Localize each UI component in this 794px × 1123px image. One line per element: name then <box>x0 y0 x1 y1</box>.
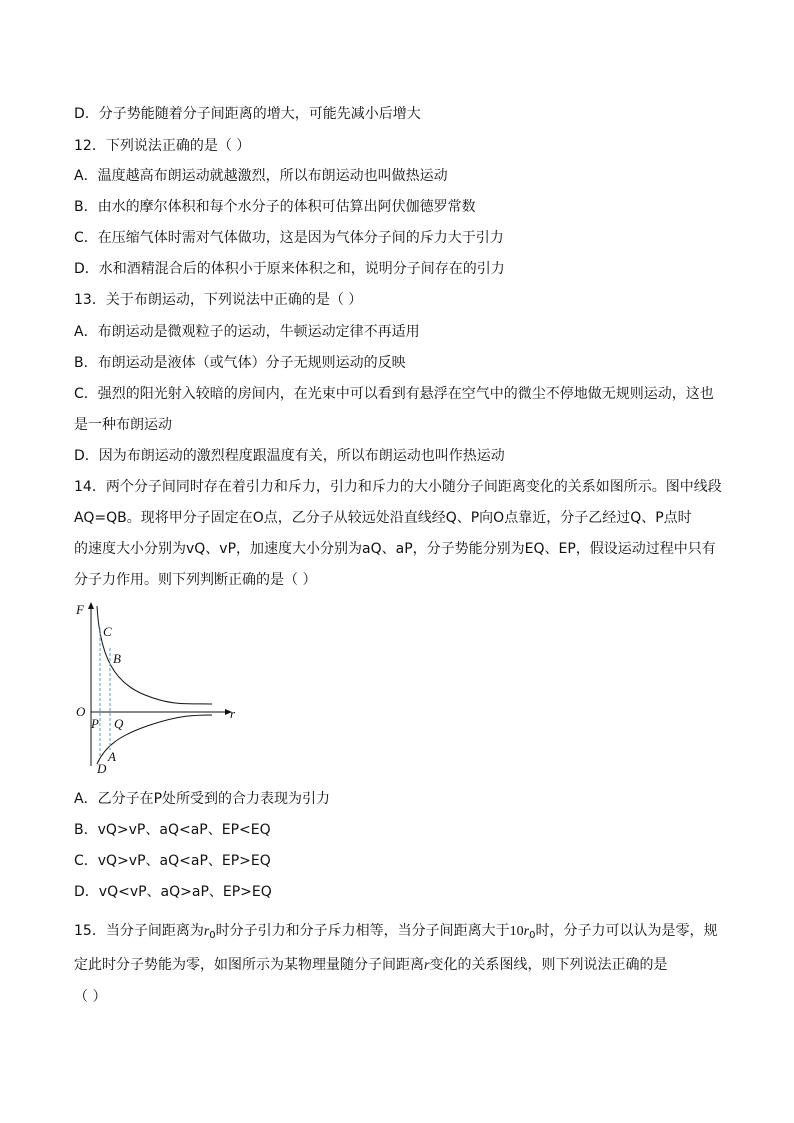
label-q: Q <box>114 716 124 731</box>
label-f: F <box>76 602 84 617</box>
q13-option-c-cont: 是一种布朗运动 <box>74 417 172 433</box>
label-d: D <box>97 761 107 776</box>
q15-part1: 15．当分子间距离为 <box>74 923 204 939</box>
q14-stem-line1: 14．两个分子间同时存在着引力和斥力，引力和斥力的大小随分子间距离变化的关系如图所示。图中线段 <box>74 479 722 495</box>
q15-line2-a: 定此时分子势能为零，如图所示为某物理量随分子间距离 <box>74 957 424 973</box>
q15-r0-a-sub: 0 <box>209 930 216 941</box>
label-r: r <box>230 706 236 721</box>
q14-stem-line3: 的速度大小分别为vQ、vP，加速度大小分别为aQ、aP，分子势能分别为EQ、EP，假设运动过程中只有 <box>74 541 716 557</box>
label-p: P <box>91 716 99 731</box>
label-c: C <box>103 624 112 639</box>
q14-option-a: A．乙分子在P处所受到的合力表现为引力 <box>74 791 331 807</box>
q15-r0-a: r <box>203 924 210 939</box>
q14-option-b: B．vQ>vP、aQ<aP、EP<EQ <box>74 822 271 838</box>
q14-stem-line2: AQ=QB。现将甲分子固定在O点，乙分子从较远处沿直线经Q、P向O点靠近，分子乙经过Q、P点时 <box>74 510 692 526</box>
q14-option-d: D．vQ<vP、aQ>aP、EP>EQ <box>74 884 272 900</box>
q13-option-a: A．布朗运动是微观粒子的运动，牛顿运动定律不再适用 <box>74 324 420 340</box>
q11-option-d: D．分子势能随着分子间距离的增大，可能先减小后增大 <box>74 106 421 122</box>
q15-line2-b: 变化的关系图线，则下列说法正确的是 <box>429 957 668 973</box>
q14-option-c: C．vQ>vP、aQ<aP、EP>EQ <box>74 853 271 869</box>
q15-stem-line3: （ ） <box>74 989 107 1005</box>
q15-stem-line1 <box>74 921 717 946</box>
label-a: A <box>108 749 116 764</box>
q14-stem-line4: 分子力作用。则下列判断正确的是（ ） <box>74 572 317 588</box>
q15-r0-b: r <box>523 924 530 939</box>
label-o: O <box>76 704 86 719</box>
q12-option-c: C．在压缩气体时需对气体做功，这是因为气体分子间的斥力大于引力 <box>74 230 504 246</box>
q15-stem-line2 <box>74 955 667 976</box>
q12-option-d: D．水和酒精混合后的体积小于原来体积之和，说明分子间存在的引力 <box>74 261 505 277</box>
label-b: B <box>113 651 121 666</box>
q15-part3: 时，分子力可以认为是零，规 <box>535 923 718 939</box>
q13-option-b: B．布朗运动是液体（或气体）分子无规则运动的反映 <box>74 355 406 371</box>
q15-part2: 时分子引力和分子斥力相等，当分子间距离大于 <box>215 923 510 939</box>
y-axis-arrow <box>88 602 94 609</box>
q15-r0-b-sub: 0 <box>529 930 536 941</box>
q12-option-b: B．由水的摩尔体积和每个水分子的体积可估算出阿伏伽德罗常数 <box>74 199 476 215</box>
force-distance-diagram <box>70 598 250 778</box>
q13-stem: 13．关于布朗运动，下列说法中正确的是（ ） <box>74 292 363 308</box>
q15-ten: 10 <box>509 924 524 939</box>
q12-option-a: A．温度越高布朗运动就越激烈，所以布朗运动也叫做热运动 <box>74 168 448 184</box>
force-distance-figure <box>70 598 250 778</box>
q13-option-d: D．因为布朗运动的激烈程度跟温度有关，所以布朗运动也叫作热运动 <box>74 448 505 464</box>
q13-option-c: C．强烈的阳光射入较暗的房间内，在光束中可以看到有悬浮在空气中的微尘不停地做无规则运动，这也 <box>74 386 714 402</box>
q15-line2-r: r <box>424 958 430 973</box>
q12-stem: 12．下列说法正确的是（ ） <box>74 138 251 154</box>
